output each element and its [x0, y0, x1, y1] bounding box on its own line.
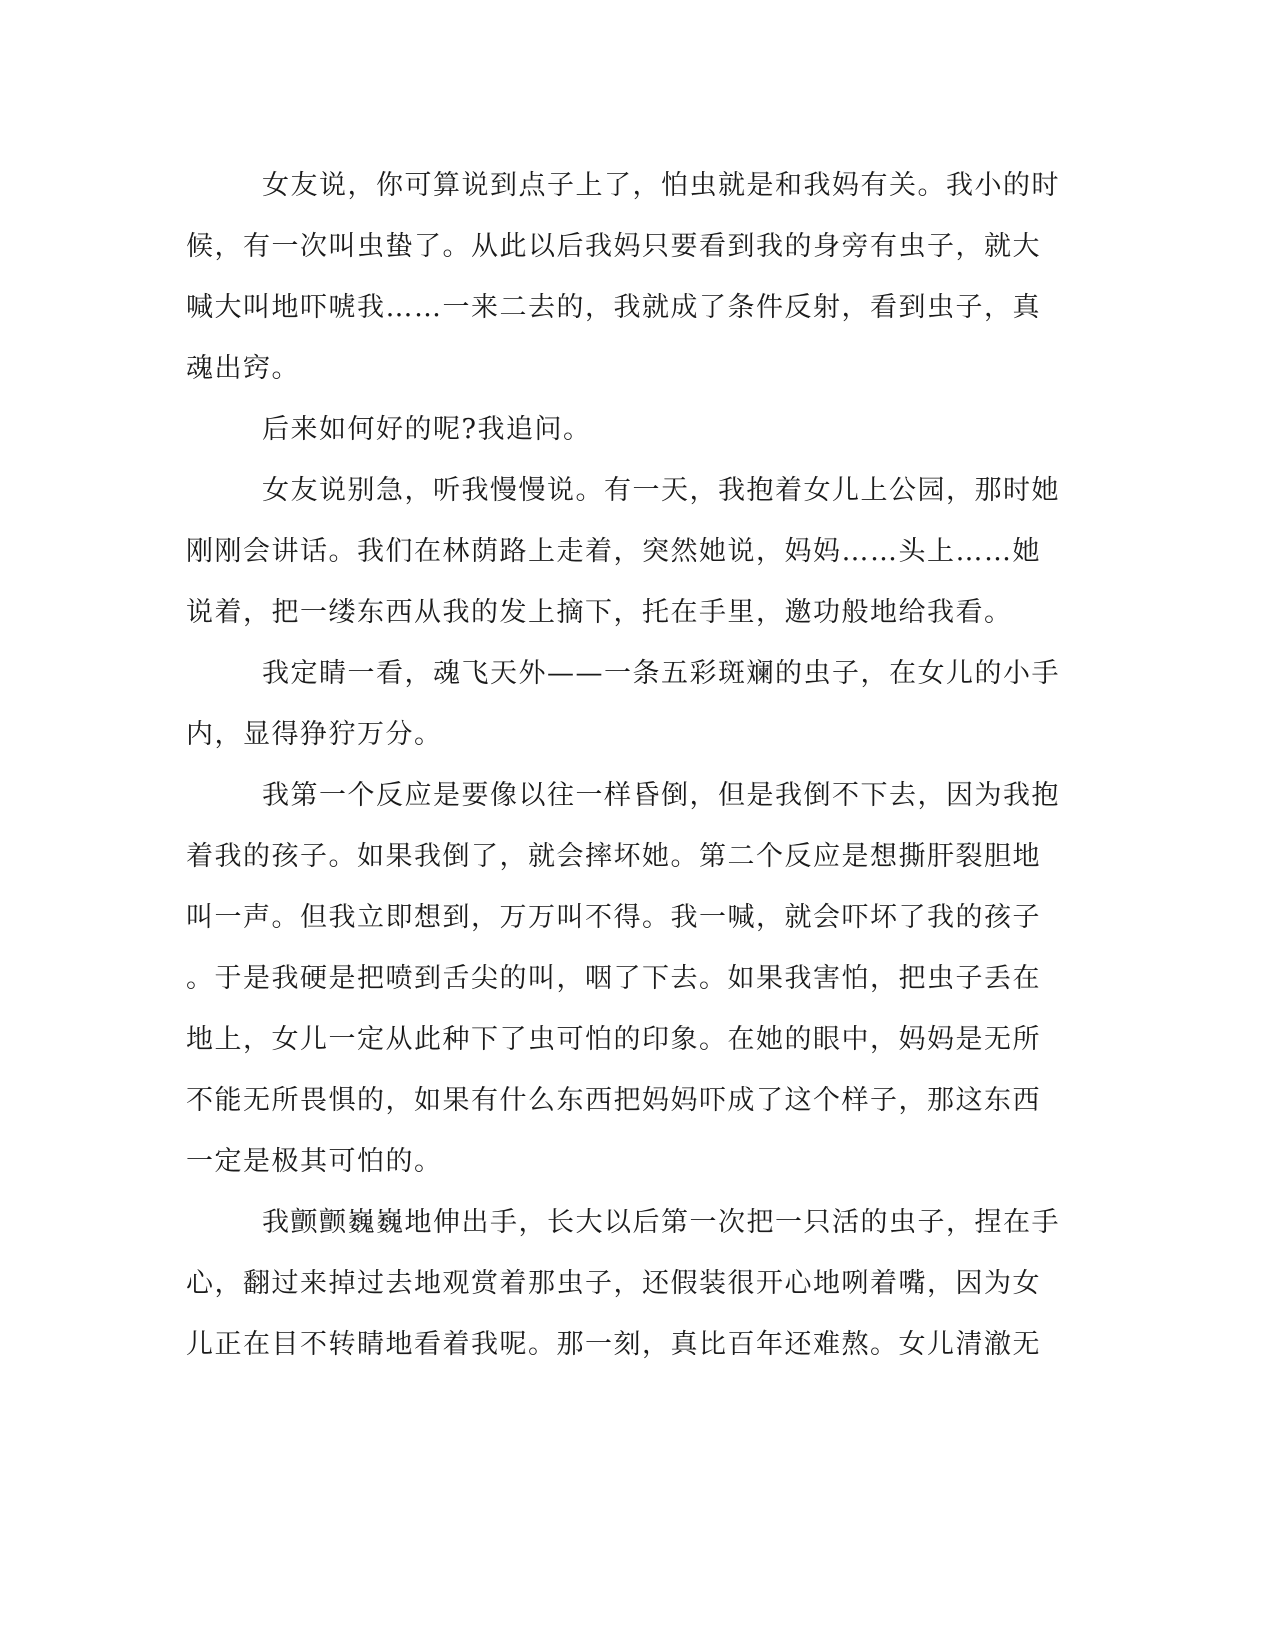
text-line: 说着，把一缕东西从我的发上摘下，托在手里，邀功般地给我看。 [186, 597, 1013, 628]
text-line: 一定是极其可怕的。 [186, 1146, 443, 1177]
text-line: 不能无所畏惧的，如果有什么东西把妈妈吓成了这个样子，那这东西 [186, 1085, 1041, 1116]
text-line: 地上，女儿一定从此种下了虫可怕的印象。在她的眼中，妈妈是无所 [186, 1024, 1041, 1055]
text-line: 刚刚会讲话。我们在林荫路上走着，突然她说，妈妈……头上……她 [186, 536, 1041, 567]
text-line: 内，显得狰狞万分。 [186, 719, 443, 750]
text-line: 心，翻过来掉过去地观赏着那虫子，还假装很开心地咧着嘴，因为女 [186, 1268, 1041, 1299]
text-line: 叫一声。但我立即想到，万万叫不得。我一喊，就会吓坏了我的孩子 [186, 902, 1041, 933]
text-line: 。于是我硬是把喷到舌尖的叫，咽了下去。如果我害怕，把虫子丢在 [186, 963, 1041, 994]
text-line: 后来如何好的呢?我追问。 [262, 414, 592, 445]
text-line: 我第一个反应是要像以往一样昏倒，但是我倒不下去，因为我抱 [262, 780, 1060, 811]
text-line: 我颤颤巍巍地伸出手，长大以后第一次把一只活的虫子，捏在手 [262, 1207, 1060, 1238]
text-line: 喊大叫地吓唬我……一来二去的，我就成了条件反射，看到虫子，真 [186, 292, 1041, 323]
document-text-body [186, 155, 1061, 1375]
text-line: 魂出窍。 [186, 353, 300, 384]
text-line: 我定睛一看，魂飞天外——一条五彩斑斓的虫子，在女儿的小手 [262, 658, 1060, 689]
text-line: 女友说别急，听我慢慢说。有一天，我抱着女儿上公园，那时她 [262, 475, 1060, 506]
text-line: 儿正在目不转睛地看着我呢。那一刻，真比百年还难熬。女儿清澈无 [186, 1329, 1041, 1360]
text-line: 女友说，你可算说到点子上了，怕虫就是和我妈有关。我小的时 [262, 170, 1060, 201]
text-line: 候，有一次叫虫蛰了。从此以后我妈只要看到我的身旁有虫子，就大 [186, 231, 1041, 262]
text-line: 着我的孩子。如果我倒了，就会摔坏她。第二个反应是想撕肝裂胆地 [186, 841, 1041, 872]
